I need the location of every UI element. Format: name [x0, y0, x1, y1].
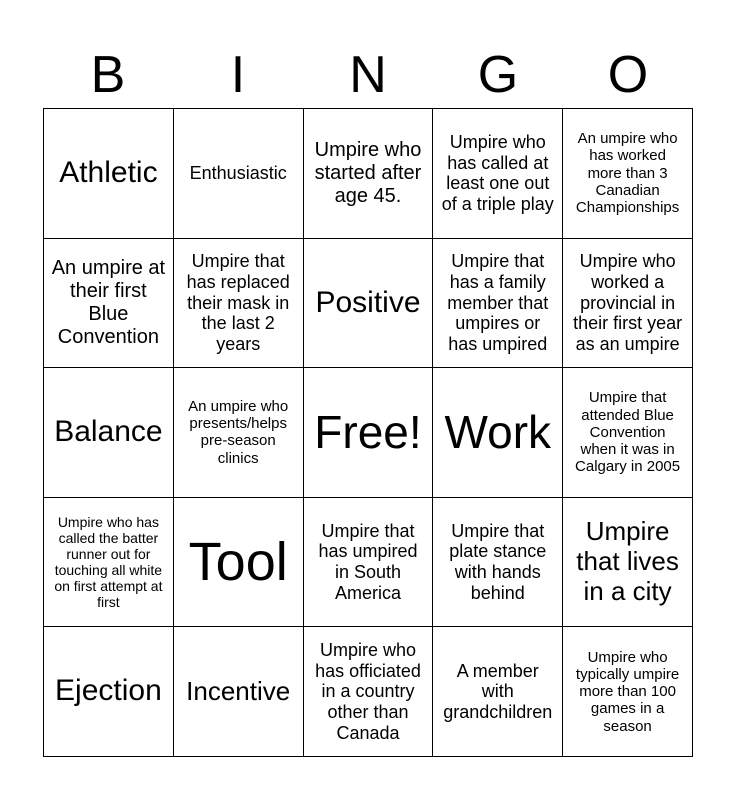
bingo-cell[interactable]: Umpire that has a family member that umpires or has umpired	[433, 239, 563, 369]
bingo-cell[interactable]: Balance	[44, 368, 174, 498]
bingo-cell[interactable]: Enthusiastic	[174, 109, 304, 239]
bingo-cell[interactable]: Umpire that attended Blue Convention when it was in Calgary in 2005	[563, 368, 693, 498]
header-letter-n: N	[349, 46, 387, 104]
bingo-cell[interactable]: A member with grandchildren	[433, 627, 563, 757]
bingo-cell[interactable]: An umpire who has worked more than 3 Canadian Championships	[563, 109, 693, 239]
bingo-cell[interactable]: Umpire who worked a provincial in their first year as an umpire	[563, 239, 693, 369]
bingo-cell[interactable]: Umpire who started after age 45.	[304, 109, 434, 239]
bingo-cell[interactable]: Ejection	[44, 627, 174, 757]
bingo-cell[interactable]: Umpire who has called the batter runner out for touching all white on first attempt at first	[44, 498, 174, 628]
header-letter-g: G	[477, 46, 519, 104]
bingo-cell[interactable]: Incentive	[174, 627, 304, 757]
bingo-cell[interactable]: Umpire that lives in a city	[563, 498, 693, 628]
bingo-cell[interactable]: Work	[433, 368, 563, 498]
bingo-cell[interactable]: Umpire that has replaced their mask in the last 2 years	[174, 239, 304, 369]
bingo-cell[interactable]: Umpire that has umpired in South America	[304, 498, 434, 628]
bingo-cell[interactable]: Positive	[304, 239, 434, 369]
bingo-cell[interactable]: An umpire who presents/helps pre-season clinics	[174, 368, 304, 498]
bingo-cell[interactable]: Tool	[174, 498, 304, 628]
header-letter-o: O	[607, 46, 649, 104]
header-letter-b: B	[90, 46, 126, 104]
bingo-cell[interactable]: Athletic	[44, 109, 174, 239]
bingo-board	[43, 108, 693, 757]
bingo-cell[interactable]: Umpire who has called at least one out of a triple play	[433, 109, 563, 239]
bingo-cell[interactable]: Umpire who typically umpire more than 100 games in a season	[563, 627, 693, 757]
free-space-cell[interactable]: Free!	[304, 368, 434, 498]
bingo-cell[interactable]: Umpire that plate stance with hands behind	[433, 498, 563, 628]
bingo-cell[interactable]: An umpire at their first Blue Convention	[44, 239, 174, 369]
header-letter-i: I	[230, 46, 246, 104]
bingo-cell[interactable]: Umpire who has officiated in a country other than Canada	[304, 627, 434, 757]
bingo-header	[43, 42, 693, 108]
